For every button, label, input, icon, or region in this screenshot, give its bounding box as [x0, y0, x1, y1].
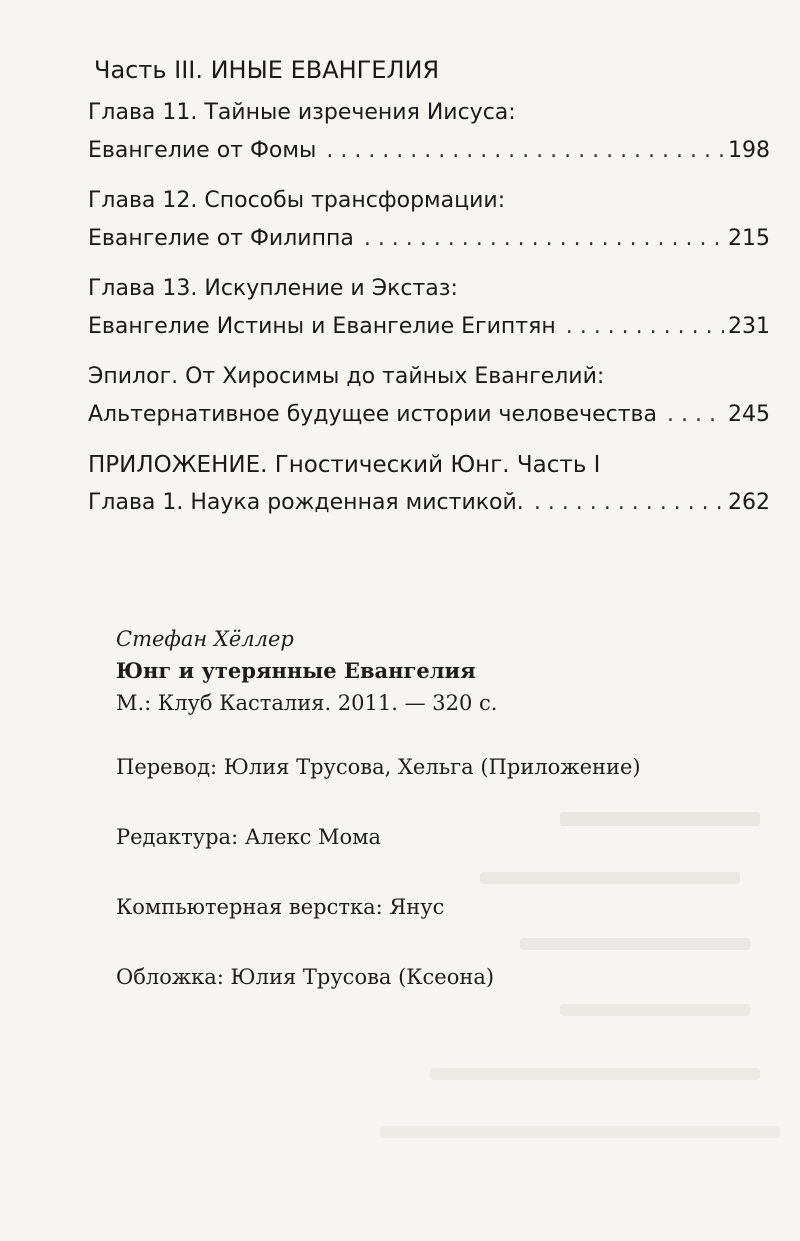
toc-entry-subtitle-row [88, 396, 770, 434]
toc-entry-subtitle: Евангелие от Фомы [88, 138, 317, 163]
toc-entry-subtitle: Глава 1. Наука рожденная мистикой. [88, 490, 524, 515]
toc-entry-subtitle-row [88, 308, 770, 346]
translation-credit: Перевод: Юлия Трусова, Хельга (Приложение) [116, 755, 641, 779]
leader-dots [534, 484, 724, 522]
toc-entry-epilogue [88, 358, 770, 434]
toc-entry-subtitle: Альтернативное будущее истории человечества [88, 402, 657, 427]
appendix-heading: ПРИЛОЖЕНИЕ. Гностический Юнг. Часть I [88, 452, 601, 478]
toc-entry-subtitle: Евангелие от Филиппа [88, 226, 354, 251]
toc-entry-title: Глава 11. Тайные изречения Иисуса: [88, 100, 516, 125]
show-through-mark [380, 1126, 780, 1138]
toc-page-number: 231 [728, 314, 770, 339]
toc-entry-subtitle: Евангелие Истины и Евангелие Египтян [88, 314, 556, 339]
toc-page-number: 262 [728, 490, 770, 515]
layout-credit: Компьютерная верстка: Янус [116, 895, 445, 919]
imprint [116, 622, 756, 1030]
leader-dots [326, 132, 724, 170]
toc-entry-chapter-11 [88, 94, 770, 170]
part-heading: Часть III. ИНЫЕ ЕВАНГЕЛИЯ [94, 56, 440, 84]
show-through-mark [430, 1068, 760, 1080]
toc-entry-subtitle-row [88, 132, 770, 170]
publication-info: М.: Клуб Касталия. 2011. — 320 с. [116, 691, 498, 715]
book-author: Стефан Хёллер [116, 627, 294, 651]
book-title: Юнг и утерянные Евангелия [116, 658, 476, 683]
toc-entry-title: Глава 13. Искупление и Экстаз: [88, 276, 458, 301]
toc-entry-title: Глава 12. Способы трансформации: [88, 188, 506, 213]
toc-page-number: 215 [728, 226, 770, 251]
leader-dots [566, 308, 724, 346]
toc-entry-title: Эпилог. От Хиросимы до тайных Евангелий: [88, 364, 605, 389]
toc-entry-chapter-12 [88, 182, 770, 258]
toc-entry-subtitle-row [88, 220, 770, 258]
editing-credit: Редактура: Алекс Мома [116, 825, 382, 849]
leader-dots [667, 396, 724, 434]
toc-entry-chapter-13 [88, 270, 770, 346]
leader-dots [364, 220, 724, 258]
toc-page-number: 245 [728, 402, 770, 427]
table-of-contents [88, 50, 770, 524]
cover-credit: Обложка: Юлия Трусова (Ксеона) [116, 965, 495, 989]
toc-entry-subtitle-row [88, 484, 770, 522]
toc-entry-appendix [88, 446, 770, 522]
toc-page-number: 198 [728, 138, 770, 163]
